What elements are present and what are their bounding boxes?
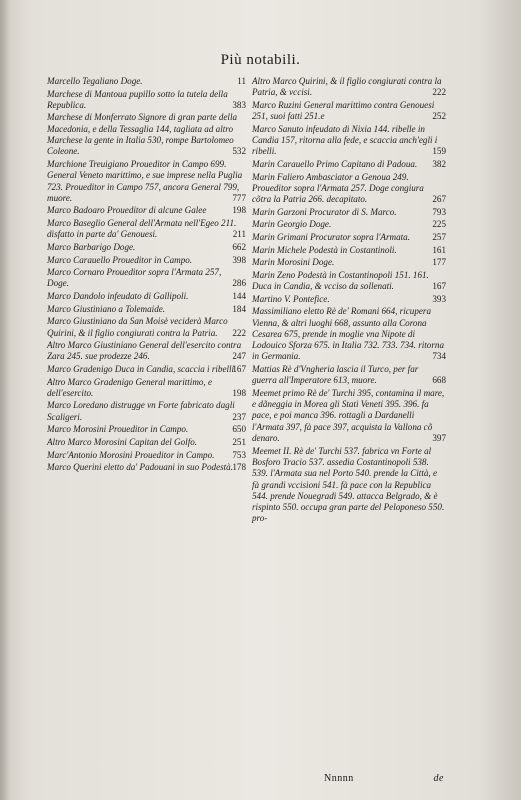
index-entry-page-number: 286 xyxy=(232,278,246,289)
index-entry-page-number: 382 xyxy=(432,158,446,169)
index-entry-text: Marin Morosini Doge. xyxy=(252,257,335,268)
index-entry-text: Martino V. Pontefice. xyxy=(252,293,330,304)
index-entry xyxy=(252,207,447,218)
index-entry-page-number: 532 xyxy=(232,146,246,157)
index-entry xyxy=(47,255,247,266)
index-entry xyxy=(252,172,447,206)
index-entry-text: Marin Zeno Podestà in Costantinopoli 151. 161. Duca in Candia, & vcciso da sollenati. xyxy=(252,269,429,292)
index-entry-text: Altro Marco Quirini, & il figlio congiurati contra la Patria, & vccisi. xyxy=(252,76,442,98)
index-entry-text: Massimiliano eletto Rè de' Romani 664, ricupera Vienna, & altri luoghi 668, assunto alla Corona Cesarea 675, prende in moglie vna Nipote di Lodouico Sforza 675. in Italia 732. 733. 734. ritorna in Germania. xyxy=(252,306,444,362)
index-entry-text: Marco Giustiniano a Tolemaide. xyxy=(47,303,166,314)
index-entry xyxy=(252,364,447,387)
index-entry xyxy=(252,388,447,444)
index-entry-text: Meemet primo Rè de' Turchi 395, contamina il mare, e dãneggia in Morea gli Stati Veneti 395. 396. fa pace, e poi manca 396. rottagli a Dardanelli l'Armata 397, fà pace 397, acquista la Vallona cõ denaro. xyxy=(252,387,445,444)
index-entry-text: Marco Sanuto infeudato di Nixia 144. ribelle in Candia 157, ritorna alla fede, e scaccia anch'egli i ribelli. xyxy=(252,123,438,157)
index-entry xyxy=(47,462,247,473)
index-entry-text: Marin Georgio Doge. xyxy=(252,219,332,230)
index-entry-text: Marchese di Monferrato Signore di gran parte della Macedonia, e della Tessaglia 144, tagliata ad altro Marchese la gente in Italia 530, rompe Bartolomeo Coleone. xyxy=(47,112,238,157)
index-entry-page-number: 144 xyxy=(232,291,246,302)
index-entry xyxy=(47,304,247,315)
index-entry xyxy=(252,159,447,170)
index-entry xyxy=(252,294,447,305)
index-entry xyxy=(252,270,447,293)
index-entry-text: Marco Giustiniano da San Moisè veciderà Marco Quirini, & il figlio congiurati contra la Patria. xyxy=(47,316,228,338)
index-entry-page-number: 734 xyxy=(432,351,446,362)
index-entry-page-number: 222 xyxy=(232,327,246,338)
index-entry-text: Meemet II. Rè de' Turchi 537. fabrica vn Forte al Bosforo Tracio 537. assedia Costantinopoli 538. 539. l'Armata sua nel Porto 540. prende la Città, e fà grandi vccisioni 541. fà pace con la Republica 544. prende Nouegradi 549. attacca Belgrado, & è rispinto 550. occupa gran parte del Peloponeso 550. pro- xyxy=(252,445,445,524)
index-entry-page-number: 225 xyxy=(432,219,446,230)
index-entry xyxy=(47,437,247,448)
index-entry-page-number: 383 xyxy=(232,99,246,110)
index-entry-page-number: 167 xyxy=(432,281,446,292)
index-entry-text: Marco Badoaro Proueditor di alcune Galee xyxy=(47,205,207,216)
signature-mark: Nnnnn xyxy=(324,773,354,784)
index-entry xyxy=(47,76,247,87)
index-entry xyxy=(47,112,247,157)
index-entry xyxy=(47,400,247,423)
index-entry xyxy=(47,316,247,339)
index-entry-text: Altro Marco Gradenigo General marittimo, e dell'esercito. xyxy=(47,376,213,398)
index-entry-page-number: 222 xyxy=(432,87,446,98)
index-entry-page-number: 211 xyxy=(232,229,246,240)
index-entry xyxy=(47,364,247,375)
index-entry-page-number: 161 xyxy=(432,244,446,255)
index-entry-page-number: 237 xyxy=(232,411,246,422)
index-entry xyxy=(47,340,247,363)
index-entry-page-number: 177 xyxy=(432,257,446,268)
index-entry-text: Marc'Antonio Morosini Proueditor in Campo. xyxy=(47,449,215,460)
index-entry-page-number: 184 xyxy=(232,303,246,314)
index-entry-text: Marco Gradenigo Duca in Candia, scaccia i ribelli. xyxy=(47,363,237,374)
index-entry-text: Marin Garzoni Procurator di S. Marco. xyxy=(252,206,397,217)
index-entry-text: Marchese di Mantoua pupillo sotto la tutela della Republica. xyxy=(47,88,228,110)
index-entry-page-number: 251 xyxy=(232,436,246,447)
index-entry-text: Altro Marco Morosini Capitan del Golfo. xyxy=(47,436,198,447)
index-entry-text: Marco Baseglio General dell'Armata nell'Egeo 211. disfatto in parte da' Genouesi. xyxy=(47,218,237,240)
index-entry xyxy=(252,232,447,243)
index-entry-page-number: 247 xyxy=(232,351,246,362)
index-entry xyxy=(47,89,247,112)
index-entry xyxy=(47,377,247,400)
index-entry-page-number: 267 xyxy=(432,194,446,205)
index-entry-text: Marco Carauello Proueditor in Campo. xyxy=(47,254,193,265)
index-entry xyxy=(252,306,447,362)
index-entry xyxy=(252,446,447,525)
index-entry-text: Marcello Tegaliano Doge. xyxy=(47,76,143,86)
index-entry-page-number: 11 xyxy=(237,76,246,86)
index-entry-page-number: 662 xyxy=(232,241,246,252)
index-entry-text: Marin Carauello Primo Capitano di Padoua. xyxy=(252,158,418,169)
index-entry-page-number: 393 xyxy=(432,293,446,304)
index-entry xyxy=(252,245,447,256)
index-entry-page-number: 159 xyxy=(432,146,446,157)
index-entry xyxy=(47,450,247,461)
index-entry xyxy=(252,76,447,99)
index-entry-text: Marco Ruzini General marittimo contra Genouesi 251, suoi fatti 251.e xyxy=(252,99,435,122)
index-entry xyxy=(47,267,247,290)
index-entry xyxy=(252,219,447,230)
index-entry-text: Marchione Treuigiano Proueditor in Campo 699. General Veneto marittimo, e sue imprese nella Puglia 723. Proueditor in Campo 757, ancora General 799, muore. xyxy=(47,158,243,203)
index-entry xyxy=(252,257,447,268)
index-entry-page-number: 777 xyxy=(232,192,246,203)
index-entry xyxy=(252,124,447,158)
index-entry xyxy=(47,291,247,302)
index-entry-page-number: 178 xyxy=(232,462,246,473)
index-entry-page-number: 198 xyxy=(232,205,246,216)
index-entry-text: Mattias Rè d'Vngheria lascia il Turco, per far guerra all'Imperatore 613, muore. xyxy=(252,363,419,386)
index-entry xyxy=(47,218,247,241)
index-entry-text: Marco Dandolo infeudato di Gallipoli. xyxy=(47,291,189,302)
index-entry xyxy=(47,205,247,216)
index-entry-text: Marco Morosini Proueditor in Campo. xyxy=(47,424,189,435)
index-entry-page-number: 198 xyxy=(232,387,246,398)
index-entry-text: Altro Marco Giustiniano General dell'esercito contra Zara 245. sue prodezze 246. xyxy=(47,340,242,362)
index-entry-text: Marin Michele Podestà in Costantinoli. xyxy=(252,244,397,255)
index-entry-page-number: 793 xyxy=(432,206,446,217)
index-entry-text: Marco Loredano distrugge vn Forte fabricato dagli Scaligeri. xyxy=(47,400,235,422)
index-entry-page-number: 167 xyxy=(232,363,246,374)
index-entry-page-number: 252 xyxy=(432,111,446,122)
index-entry xyxy=(47,159,247,204)
index-entry-text: Marin Faliero Ambasciator a Genoua 249. Proueditor sopra l'Armata 257. Doge congiura cõtra la Patria 266. decapitato. xyxy=(252,171,424,205)
index-entry xyxy=(47,424,247,435)
index-entry-page-number: 753 xyxy=(232,449,246,460)
index-entry-text: Marin Grimani Procurator sopra l'Armata. xyxy=(252,231,410,242)
index-entry-page-number: 398 xyxy=(232,254,246,265)
index-entry-page-number: 650 xyxy=(232,424,246,435)
index-entry-page-number: 257 xyxy=(432,231,446,242)
index-entry xyxy=(47,242,247,253)
index-column-left xyxy=(47,76,247,475)
index-column-right xyxy=(252,76,447,526)
index-entry-text: Marco Barbarigo Doge. xyxy=(47,241,136,252)
page-gutter-shadow xyxy=(0,0,10,800)
index-entry-text: Marco Cornaro Proueditor sopra l'Armata 257, Doge. xyxy=(47,267,222,289)
index-entry-text: Marco Querini eletto da' Padouani in suo Podestà. xyxy=(47,462,233,473)
catchword: de xyxy=(433,773,444,784)
index-entry xyxy=(252,100,447,123)
index-entry-page-number: 668 xyxy=(432,375,446,386)
page-header: Più notabili. xyxy=(220,52,301,68)
index-entry-page-number: 397 xyxy=(432,433,446,444)
